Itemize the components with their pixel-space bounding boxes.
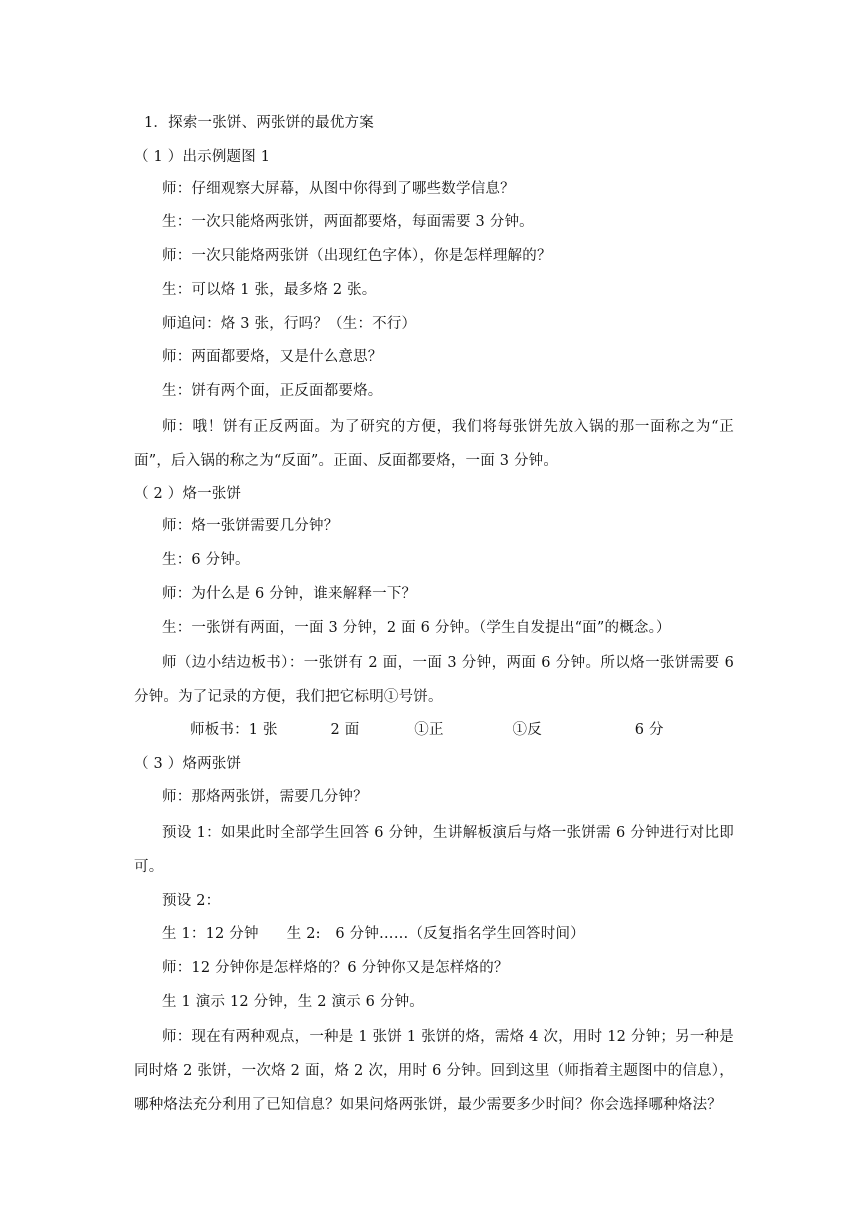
- board-faces: 2 面: [330, 722, 360, 738]
- section-heading: 1．探索一张饼、两张饼的最优方案: [144, 115, 374, 131]
- paragraph: 生：一张饼有两面，一面 3 分钟，2 面 6 分钟。（学生自发提出“面”的概念。）: [162, 620, 671, 636]
- paragraph: 生：饼有两个面，正反面都要烙。: [162, 383, 383, 399]
- paragraph: 预设 2：: [162, 893, 221, 909]
- paragraph: 师：仔细观察大屏幕，从图中你得到了哪些数学信息？: [162, 181, 515, 197]
- board-label: 师板书：1 张: [190, 722, 278, 738]
- paragraph: [134, 918, 734, 950]
- paragraph: 师：现在有两种观点，一种是 1 张饼 1 张饼的烙，需烙 4 次，用时 12 分钟；另一种是同时烙 2 张饼，一次烙 2 面，烙 2 次，用时 6 分钟。回到这里（师指着主题图中的信息），哪种烙法充分利用了已知信息？如果问烙两张饼，最少需要多少时间？你会选择哪种烙法？: [134, 1029, 734, 1113]
- board-front: ①正: [414, 722, 444, 738]
- paragraph: 师：烙一张饼需要几分钟？: [162, 518, 339, 534]
- paragraph: 师追问：烙 3 张，行吗？（生：不行）: [162, 316, 417, 332]
- paragraph: 预设 1：如果此时全部学生回答 6 分钟，生讲解板演后与烙一张饼需 6 分钟进行对比即可。: [134, 825, 734, 875]
- paragraph: 生：一次只能烙两张饼，两面都要烙，每面需要 3 分钟。: [162, 214, 534, 230]
- subsection-3-heading: （ 3 ）烙两张饼: [134, 756, 242, 772]
- subsection-2-heading: （ 2 ）烙一张饼: [134, 486, 242, 502]
- paragraph: 师：那烙两张饼，需要几分钟？: [162, 789, 368, 805]
- paragraph: 师：为什么是 6 分钟，谁来解释一下？: [162, 586, 417, 602]
- paragraph: 师：一次只能烙两张饼（出现红色字体），你是怎样理解的？: [162, 248, 552, 264]
- blackboard-notes: [134, 714, 734, 746]
- board-minutes: 6 分: [634, 722, 664, 738]
- student-1-answer: 生 1：12 分钟: [162, 926, 259, 942]
- subsection-1-heading: （ 1 ）出示例题图 1: [134, 149, 271, 165]
- paragraph: 师：12 分钟你是怎样烙的？6 分钟你又是怎样烙的？: [162, 960, 509, 976]
- paragraph: 师：哦！饼有正反两面。为了研究的方便，我们将每张饼先放入锅的那一面称之为“正面”，后入锅的称之为“反面”。正面、反面都要烙，一面 3 分钟。: [134, 419, 734, 469]
- paragraph: 师（边小结边板书）：一张饼有 2 面，一面 3 分钟，两面 6 分钟。所以烙一张饼需要 6 分钟。为了记录的方便，我们把它标明①号饼。: [134, 655, 734, 705]
- paragraph: 生 1 演示 12 分钟，生 2 演示 6 分钟。: [162, 994, 424, 1010]
- paragraph: 生：可以烙 1 张，最多烙 2 张。: [162, 282, 377, 298]
- board-back: ①反: [512, 722, 542, 738]
- paragraph: 生：6 分钟。: [162, 552, 250, 568]
- student-2-answer: 生 2: 6 分钟……（反复指名学生回答时间）: [286, 926, 585, 942]
- paragraph: 师：两面都要烙，又是什么意思？: [162, 349, 383, 365]
